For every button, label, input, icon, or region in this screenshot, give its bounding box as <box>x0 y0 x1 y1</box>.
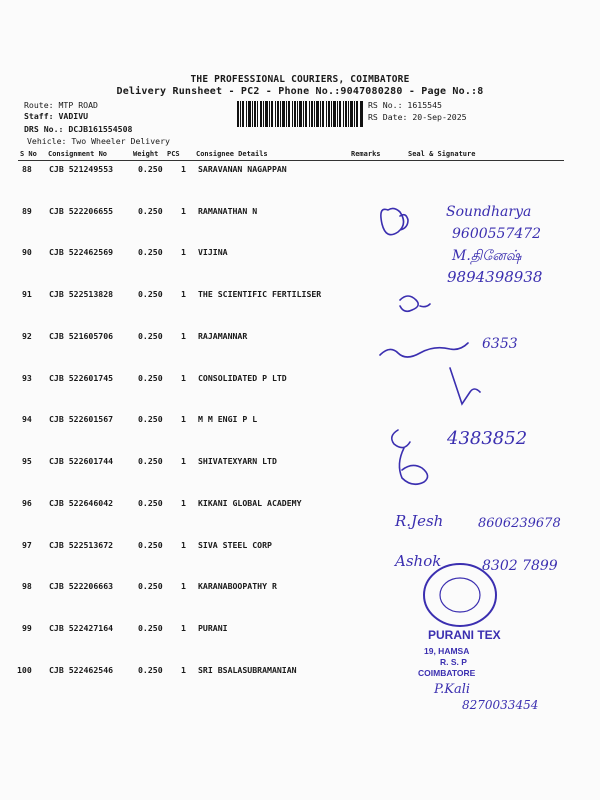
stamp-line-3: COIMBATORE <box>418 668 476 678</box>
table-row: 88 CJB 521249553 0.250 1 SARAVANAN NAGAPPAN <box>22 164 287 174</box>
col-weight: Weight <box>133 150 159 158</box>
col-seal: Seal & Signature <box>408 150 476 158</box>
rs-no-label: RS No.: 1615545 <box>368 100 442 110</box>
runsheet-subtitle: Delivery Runsheet - PC2 - Phone No.:9047080280 - Page No.:8 <box>116 86 484 97</box>
table-row: 91 CJB 522513828 0.250 1 THE SCIENTIFIC FERTILISER <box>22 289 322 299</box>
handwriting-r92-phone: 6353 <box>482 336 518 352</box>
handwriting-r90-phone: 9894398938 <box>447 268 543 286</box>
col-consignment: Consignment No <box>48 150 108 158</box>
handwriting-r90-name: M.தினேஷ் <box>452 248 522 264</box>
table-row: 96 CJB 522646042 0.250 1 KIKANI GLOBAL ACADEMY <box>22 498 302 508</box>
col-pcs: PCS <box>167 150 180 158</box>
staff-label: Staff: VADIVU <box>24 111 89 121</box>
vehicle-label: Vehicle: Two Wheeler Delivery <box>27 136 170 146</box>
stamp-line-2: R. S. P <box>440 657 467 667</box>
rs-date-label: RS Date: 20-Sep-2025 <box>368 112 467 122</box>
col-remarks: Remarks <box>351 150 381 158</box>
handwriting-r89-name: Soundharya <box>446 204 532 220</box>
table-row: 100 CJB 522462546 0.250 1 SRI BSALASUBRAMANIAN <box>17 665 297 675</box>
signature-95 <box>392 430 428 484</box>
company-seal <box>420 560 500 630</box>
table-row: 99 CJB 522427164 0.250 1 PURANI <box>22 623 228 633</box>
handwriting-r96-name: R.Jesh <box>395 512 444 530</box>
stamp-name: PURANI TEX <box>428 628 501 642</box>
col-sno: S No <box>20 150 37 158</box>
signature-89 <box>381 208 408 234</box>
table-row: 98 CJB 522206663 0.250 1 KARANABOOPATHY R <box>22 581 277 591</box>
signature-93 <box>450 368 480 404</box>
signature-91 <box>400 296 430 311</box>
table-row: 95 CJB 522601744 0.250 1 SHIVATEXYARN LTD <box>22 456 277 466</box>
drs-label: DRS No.: DCJB161554508 <box>24 124 133 134</box>
handwriting-r100-name: P.Kali <box>434 682 471 697</box>
handwriting-r97-name: Ashok <box>395 552 442 570</box>
handwriting-r100-phone: 8270033454 <box>462 698 539 712</box>
handwriting-r96-phone: 8606239678 <box>478 516 561 531</box>
table-row: 92 CJB 521605706 0.250 1 RAJAMANNAR <box>22 331 248 341</box>
table-row: 94 CJB 522601567 0.250 1 M M ENGI P L <box>22 414 258 424</box>
handwriting-r97-phone: 8302 7899 <box>482 558 558 574</box>
col-consignee: Consignee Details <box>196 150 268 158</box>
barcode-image <box>237 101 363 127</box>
header-rule <box>18 160 564 161</box>
table-row: 93 CJB 522601745 0.250 1 CONSOLIDATED P LTD <box>22 373 287 383</box>
stamp-line-1: 19, HAMSA <box>424 646 470 656</box>
route-label: Route: MTP ROAD <box>24 100 98 110</box>
signature-92-scribble <box>380 343 468 357</box>
page-title: THE PROFESSIONAL COURIERS, COIMBATORE <box>190 74 410 85</box>
handwriting-r95-phone: 4383852 <box>447 428 528 449</box>
table-row: 89 CJB 522206655 0.250 1 RAMANATHAN N <box>22 206 258 216</box>
handwriting-r89-phone: 9600557472 <box>452 226 542 242</box>
table-row: 97 CJB 522513672 0.250 1 SIVA STEEL CORP <box>22 540 272 550</box>
table-row: 90 CJB 522462569 0.250 1 VIJINA <box>22 247 228 257</box>
